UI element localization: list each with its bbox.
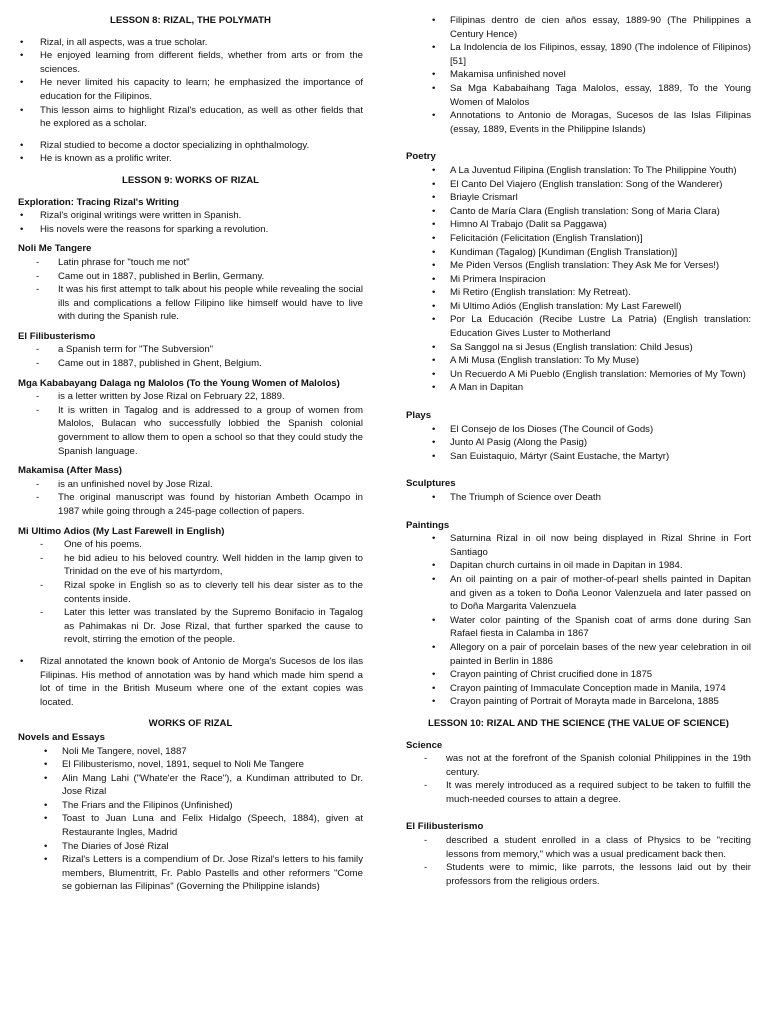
list-item: • Sa Mga Kababaihang Taga Malolos, essay, 1889, To the Young Women of Malolos bbox=[406, 82, 751, 109]
science-list bbox=[406, 752, 751, 806]
list-item: - Rizal spoke in English so as to cleverly tell his dear sister as to the contents inside. bbox=[18, 579, 363, 606]
exploration-heading: Exploration: Tracing Rizal's Writing bbox=[18, 196, 179, 208]
sculptures-list bbox=[406, 491, 751, 505]
list-item: • El Filibusterismo, novel, 1891, sequel to Noli Me Tangere bbox=[18, 758, 363, 772]
list-item: • This lesson aims to highlight Rizal's education, as well as other fields that he explored as a scholar. bbox=[18, 104, 363, 131]
list-item: • Water color painting of the Spanish coat of arms done during San Rafael fiesta in Calamba in 1867 bbox=[406, 614, 751, 641]
list-item: • Por La Educación (Recibe Lustre La Patria) (English translation: Education Gives Luster to Motherland bbox=[406, 313, 751, 340]
essays-list bbox=[406, 14, 751, 136]
list-item: • Toast to Juan Luna and Felix Hidalgo (Speech, 1884), given at Restaurante Ingles, Madrid bbox=[18, 812, 363, 839]
list-item: - was not at the forefront of the Spanish colonial Philippines in the 19th century. bbox=[406, 752, 751, 779]
list-item: • He enjoyed learning from different fields, whether from arts or from the sciences. bbox=[18, 49, 363, 76]
list-item: • El Consejo de los Dioses (The Council of Gods) bbox=[406, 423, 751, 437]
list-item: • Un Recuerdo A Mi Pueblo (English translation: Memories of My Town) bbox=[406, 368, 751, 382]
list-item: - It was merely introduced as a required subject to be taken to fulfill the much-needed courses to attain a degree. bbox=[406, 779, 751, 806]
list-item: • La Indolencia de los Filipinos, essay, 1890 (The indolence of Filipinos) [51] bbox=[406, 41, 751, 68]
exploration-list bbox=[18, 209, 363, 236]
fili2-heading: El Filibusterismo bbox=[406, 821, 484, 833]
lesson8-title: LESSON 8: RIZAL, THE POLYMATH bbox=[110, 15, 271, 26]
morga-list bbox=[18, 655, 363, 709]
list-item: • A Man in Dapitan bbox=[406, 381, 751, 395]
noli-list bbox=[18, 256, 363, 324]
list-item: • Annotations to Antonio de Moragas, Sucesos de las Islas Filipinas (essay, 1889, Events in the Philippine Islands) bbox=[406, 109, 751, 136]
plays-list bbox=[406, 423, 751, 464]
list-item: - The original manuscript was found by historian Ambeth Ocampo in 1987 while going through a 245-page collection of papers. bbox=[18, 491, 363, 518]
list-item: • Mi Primera Inspiracion bbox=[406, 273, 751, 287]
adios-heading: Mi Ultimo Adios (My Last Farewell in English) bbox=[18, 525, 225, 537]
list-item: • The Friars and the Filipinos (Unfinished) bbox=[18, 799, 363, 813]
adios-list bbox=[18, 538, 363, 647]
poetry-heading: Poetry bbox=[406, 151, 436, 163]
list-item: • Rizal, in all aspects, was a true scholar. bbox=[18, 36, 363, 50]
list-item: • Rizal's original writings were written in Spanish. bbox=[18, 209, 363, 223]
novels-list bbox=[18, 745, 363, 895]
list-item: • El Canto Del Viajero (English translation: Song of the Wanderer) bbox=[406, 178, 751, 192]
lesson9-title: LESSON 9: WORKS OF RIZAL bbox=[122, 174, 259, 186]
list-item: • His novels were the reasons for sparking a revolution. bbox=[18, 223, 363, 237]
list-item: • A La Juventud Filipina (English translation: To The Philippine Youth) bbox=[406, 164, 751, 178]
plays-heading: Plays bbox=[406, 410, 432, 422]
list-item: - Came out in 1887, published in Ghent, Belgium. bbox=[18, 357, 363, 371]
list-item: • Kundiman (Tagalog) [Kundiman (English Translation)] bbox=[406, 246, 751, 260]
list-item: • Makamisa unfinished novel bbox=[406, 68, 751, 82]
list-item: • Rizal annotated the known book of Antonio de Morga's Sucesos de los ilas Filipinas. His method of annotation was by hand which made him spend a lot of time in the British Museum where one of the extant copies was located. bbox=[18, 655, 363, 709]
lesson8-list-2 bbox=[18, 139, 363, 166]
list-item: • Felicitación (Felicitation (English Translation)] bbox=[406, 232, 751, 246]
list-item: • Saturnina Rizal in oil now being displayed in Rizal Shrine in Fort Santiago bbox=[406, 532, 751, 559]
list-item: • Rizal's Letters is a compendium of Dr. Jose Rizal's letters to his family members, Blumentritt, Fr. Pablo Pastells and other reformers "Come se gobiernan las Filipinas" (Governing the Philippine islands) bbox=[18, 853, 363, 894]
makamisa-list bbox=[18, 478, 363, 519]
list-item: • Filipinas dentro de cien años essay, 1889-90 (The Philippines a Century Hence) bbox=[406, 14, 751, 41]
list-item: • The Diaries of José Rizal bbox=[18, 840, 363, 854]
paintings-list bbox=[406, 532, 751, 709]
list-item: • A Mi Musa (English translation: To My Muse) bbox=[406, 354, 751, 368]
list-item: - One of his poems. bbox=[18, 538, 363, 552]
list-item: • Sa Sanggol na si Jesus (English translation: Child Jesus) bbox=[406, 341, 751, 355]
lesson8-list bbox=[18, 36, 363, 131]
makamisa-heading: Makamisa (After Mass) bbox=[18, 465, 122, 477]
list-item: • He never limited his capacity to learn; he emphasized the importance of education for the Filipinos. bbox=[18, 76, 363, 103]
right-column bbox=[406, 14, 751, 888]
left-column bbox=[18, 14, 363, 894]
list-item: • Dapitan church curtains in oil made in Dapitan in 1984. bbox=[406, 559, 751, 573]
list-item: - he bid adieu to his beloved country. Well hidden in the lamp given to Trinidad on the eve of his martyrdom, bbox=[18, 552, 363, 579]
list-item: • Crayon painting of Christ crucified done in 1875 bbox=[406, 668, 751, 682]
sculptures-heading: Sculptures bbox=[406, 478, 456, 490]
list-item: - is an unfinished novel by Jose Rizal. bbox=[18, 478, 363, 492]
list-item: • Mi Retiro (English translation: My Retreat). bbox=[406, 286, 751, 300]
list-item: - It is written in Tagalog and is addressed to a group of women from Malolos, Bulacan who successfully lobbied the Spanish colonial government to allow them to open a school so that they could study the Spanish language. bbox=[18, 404, 363, 458]
list-item: - described a student enrolled in a class of Physics to be "reciting lessons from memory," which was a usual predicament back then. bbox=[406, 834, 751, 861]
list-item: • Alin Mang Lahi ("Whate'er the Race"), a Kundiman attributed to Dr. Jose Rizal bbox=[18, 772, 363, 799]
list-item: - Latin phrase for "touch me not" bbox=[18, 256, 363, 270]
malolos-list bbox=[18, 390, 363, 458]
list-item: • Junto Al Pasig (Along the Pasig) bbox=[406, 436, 751, 450]
list-item: • Me Piden Versos (English translation: They Ask Me for Verses!) bbox=[406, 259, 751, 273]
poetry-list bbox=[406, 164, 751, 395]
list-item: • Himno Al Trabajo (Dalit sa Paggawa) bbox=[406, 218, 751, 232]
list-item: - Later this letter was translated by the Supremo Bonifacio in Tagalog as Pahimakas ni Dr. Jose Rizal, that further sparked the cause to revolt, stirring the emotion of the people. bbox=[18, 606, 363, 647]
list-item: • Crayon painting of Immaculate Conception made in Manila, 1974 bbox=[406, 682, 751, 696]
list-item: • The Triumph of Science over Death bbox=[406, 491, 751, 505]
list-item: • Noli Me Tangere, novel, 1887 bbox=[18, 745, 363, 759]
list-item: • An oil painting on a pair of mother-of-pearl shells painted in Dapitan and given as a token to Doña Leonor Valenzuela and later passed on to Doña Margarita Valenzuela bbox=[406, 573, 751, 614]
list-item: • San Euistaquio, Mártyr (Saint Eustache, the Martyr) bbox=[406, 450, 751, 464]
list-item: - Came out in 1887, published in Berlin, Germany. bbox=[18, 270, 363, 284]
lesson10-title: LESSON 10: RIZAL AND THE SCIENCE (THE VALUE OF SCIENCE) bbox=[428, 717, 729, 729]
works-title: WORKS OF RIZAL bbox=[148, 718, 233, 730]
list-item: • Briayle Crismarl bbox=[406, 191, 751, 205]
list-item: • Mi Ultimo Adiós (English translation: My Last Farewell) bbox=[406, 300, 751, 314]
fili-heading: El Filibusterismo bbox=[18, 330, 96, 342]
list-item: • He is known as a prolific writer. bbox=[18, 152, 363, 166]
list-item: • Crayon painting of Portrait of Morayta made in Barcelona, 1885 bbox=[406, 695, 751, 709]
noli-heading: Noli Me Tangere bbox=[18, 243, 92, 255]
list-item: - a Spanish term for "The Subversion" bbox=[18, 343, 363, 357]
list-item: - is a letter written by Jose Rizal on February 22, 1889. bbox=[18, 390, 363, 404]
novels-heading: Novels and Essays bbox=[18, 731, 105, 743]
science-heading: Science bbox=[406, 739, 443, 751]
fili-list bbox=[18, 343, 363, 370]
list-item: • Canto de María Clara (English translation: Song of Maria Clara) bbox=[406, 205, 751, 219]
paintings-heading: Paintings bbox=[406, 519, 450, 531]
list-item: - It was his first attempt to talk about his people while revealing the social ills and complications a fellow Filipino like himself would have to live with during the Spanish rule. bbox=[18, 283, 363, 324]
list-item: • Rizal studied to become a doctor specializing in ophthalmology. bbox=[18, 139, 363, 153]
list-item: • Allegory on a pair of porcelain bases of the new year celebration in oil painted in Berlin in 1886 bbox=[406, 641, 751, 668]
list-item: - Students were to mimic, like parrots, the lessons laid out by their professors from the religious orders. bbox=[406, 861, 751, 888]
fili2-list bbox=[406, 834, 751, 888]
malolos-heading: Mga Kababayang Dalaga ng Malolos (To the Young Women of Malolos) bbox=[18, 377, 340, 389]
